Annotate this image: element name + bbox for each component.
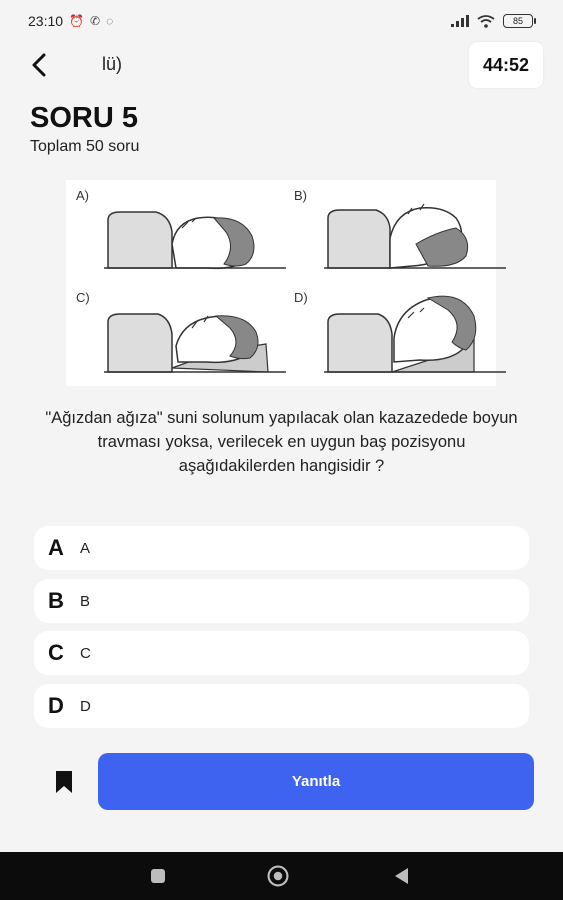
status-time: 23:10	[28, 13, 64, 29]
question-figure	[66, 180, 496, 386]
figure-label-b: B)	[294, 188, 307, 203]
whatsapp-icon: ◌	[106, 14, 114, 28]
bookmark-button[interactable]	[50, 768, 78, 796]
option-d[interactable]	[34, 684, 529, 728]
recent-apps-button[interactable]	[146, 864, 170, 888]
countdown-timer: 44:52	[469, 42, 543, 88]
option-letter: A	[48, 535, 64, 560]
option-text: B	[80, 592, 91, 610]
figure-panel-b	[316, 188, 516, 284]
phone-icon: ✆	[90, 14, 101, 28]
signal-icon	[451, 15, 469, 27]
bookmark-icon	[54, 770, 74, 794]
triangle-back-icon	[392, 866, 412, 886]
figure-label-a: A)	[76, 188, 89, 203]
app-title: lü)	[102, 54, 123, 74]
back-button[interactable]	[22, 48, 56, 82]
square-icon	[148, 866, 168, 886]
battery-icon: 85	[503, 14, 533, 28]
back-nav-button[interactable]	[390, 864, 414, 888]
option-text: C	[80, 644, 91, 662]
option-letter: B	[48, 588, 64, 613]
question-title: SORU 5	[30, 102, 138, 134]
option-a[interactable]	[34, 526, 529, 570]
chevron-left-icon	[29, 53, 49, 77]
figure-label-c: C)	[76, 290, 90, 305]
figure-label-d: D)	[294, 290, 308, 305]
app-bar	[0, 42, 563, 88]
figure-panel-d	[316, 288, 516, 384]
question-count: Toplam 50 soru	[30, 138, 140, 155]
question-text: "Ağızdan ağıza" suni solunum yapılacak olan kazazedede boyun travması yoksa, verilecek en uygun baş pozisyonu aşağıdakilerden hangisidir ?	[45, 409, 518, 475]
submit-answer-button[interactable]: Yanıtla	[98, 753, 534, 810]
system-nav-bar	[0, 852, 563, 900]
option-letter: D	[48, 693, 64, 718]
figure-panel-a	[96, 188, 296, 284]
status-left	[28, 13, 113, 29]
option-text: A	[80, 539, 91, 557]
home-button[interactable]	[266, 864, 290, 888]
alarm-icon: ⏰	[69, 14, 84, 28]
wifi-icon	[477, 15, 495, 28]
status-right	[451, 14, 533, 28]
option-letter: C	[48, 640, 64, 665]
circle-icon	[266, 862, 290, 890]
option-text: D	[80, 697, 91, 715]
figure-panel-c	[96, 288, 296, 384]
option-b[interactable]	[34, 579, 529, 623]
option-c[interactable]	[34, 631, 529, 675]
status-bar	[0, 0, 563, 42]
